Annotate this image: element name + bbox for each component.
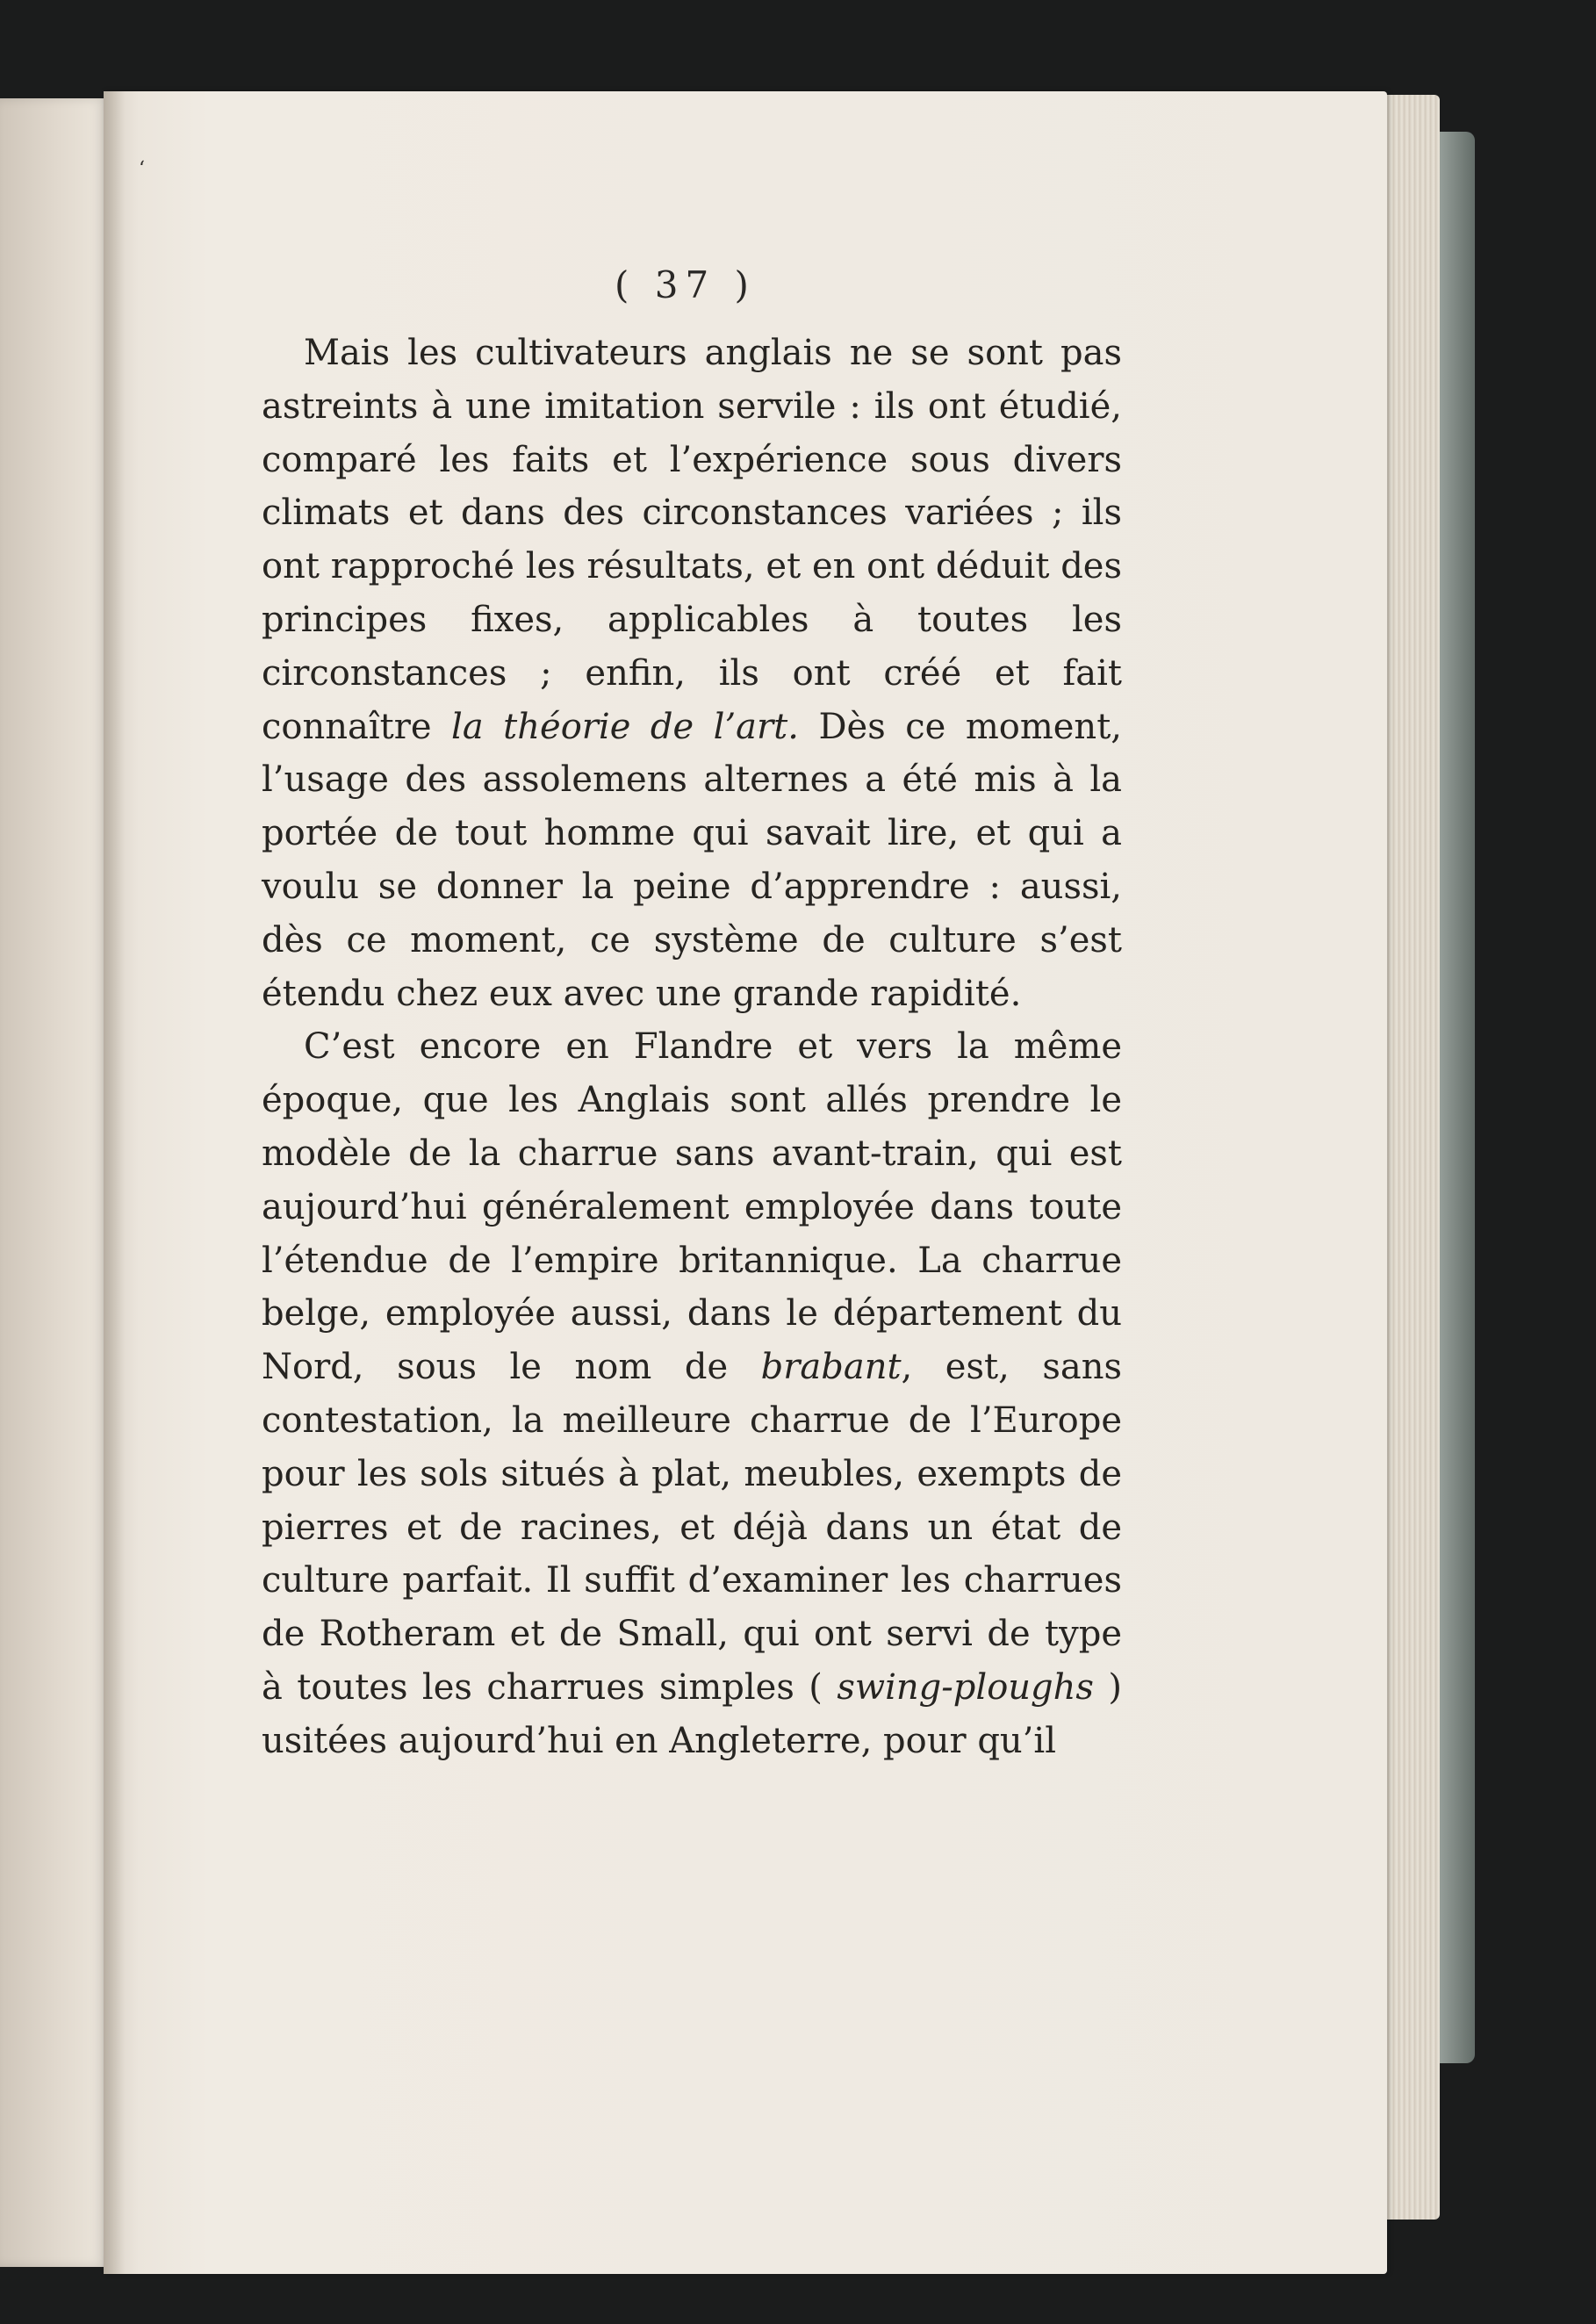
paragraph-1-italic-phrase: la théorie de l’art. — [451, 706, 799, 747]
page-gutter-shadow — [104, 91, 125, 2274]
paragraph-2 — [262, 1020, 1122, 1767]
paragraph-2-italic-brabant: brabant — [760, 1347, 902, 1388]
paragraph-1-text: Mais les cultivateurs anglais ne se sont pas astreints à une imitation servile : ils ont étudié, comparé les faits et l’expérience sous divers climats et dans des circonstances variées ; ils ont rapproché les résultats, et en ont déduit des principes fixes, applicables à toutes les circonstances ; enfin, ils ont créé et fait connaître — [262, 333, 1122, 747]
paragraph-1-text-continued: Dès ce moment, l’usage des assolemens alternes a été mis à la portée de tout homme qui savait lire, et qui a voulu se donner la peine d’apprendre : aussi, dès ce moment, ce système de culture s’est étendu chez eux avec une grande rapidité. — [262, 706, 1122, 1014]
paragraph-2-text: C’est encore en Flandre et vers la même époque, que les Anglais sont allés prendre le modèle de la charrue sans avant-train, qui est aujourd’hui généralement employée dans toute l’étendue de l’empire britannique. La charrue belge, employée aussi, dans le département du Nord, sous le nom de — [262, 1026, 1122, 1388]
page-number: ( 37 ) — [615, 263, 756, 306]
margin-mark: ‘ — [139, 158, 145, 180]
paragraph-1 — [262, 327, 1122, 1020]
paragraph-2-italic-swing-ploughs: swing-ploughs — [837, 1666, 1094, 1708]
paragraph-2-text-end: ) usitées aujourd’hui en Angleterre, pour qu’il — [262, 1666, 1122, 1761]
body-text — [262, 327, 1122, 1768]
facing-page-edge — [0, 98, 107, 2267]
paragraph-2-text-continued: , est, sans contestation, la meilleure charrue de l’Europe pour les sols situés à plat, meubles, exempts de pierres et de racines, et déjà dans un état de culture parfait. Il suffit d’examiner les charrues de Rotheram et de Small, qui ont servi de type à toutes les charrues simples ( — [262, 1347, 1123, 1708]
